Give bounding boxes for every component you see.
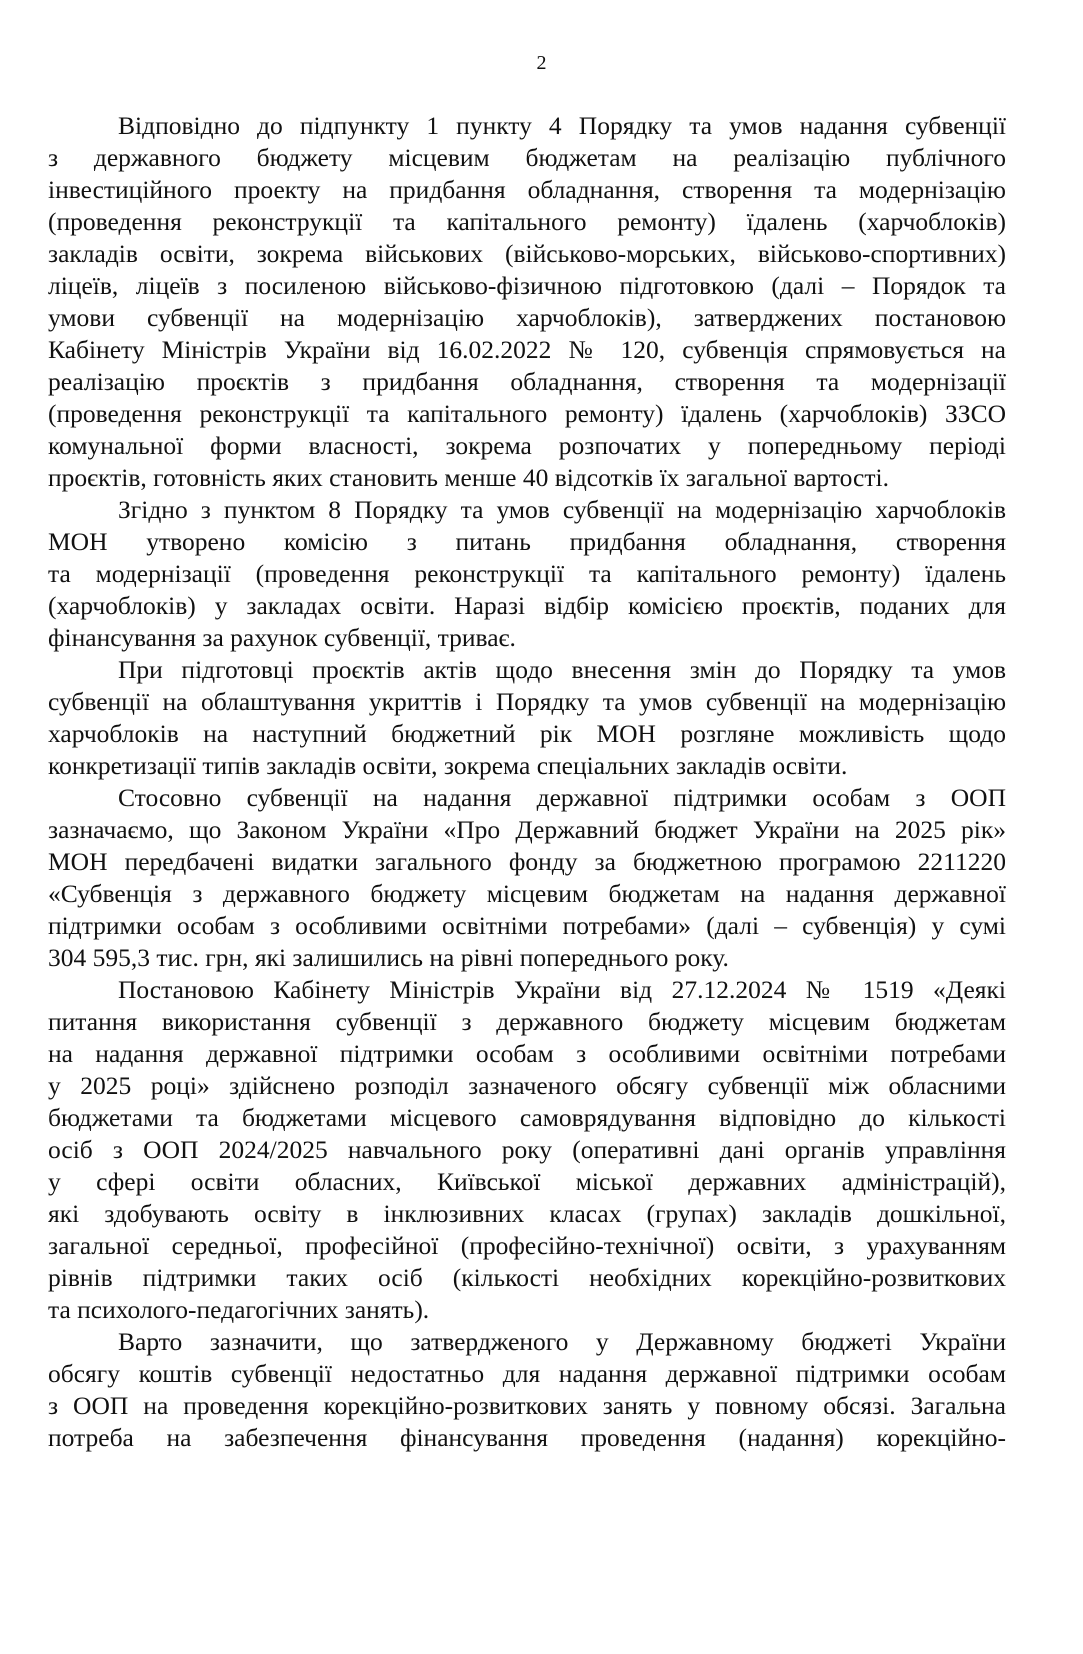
text-line: конкретизації типів закладів освіти, зокрема спеціальних закладів освіти. bbox=[48, 751, 848, 780]
text-line: з ООП на проведення корекційно-розвиткових занять у повному обсязі. Загальна bbox=[48, 1391, 1006, 1420]
text-line: підтримки особам з особливими освітніми потребами» (далі – субвенція) у сумі bbox=[48, 911, 1006, 940]
text-line: При підготовці проєктів актів щодо внесення змін до Порядку та умов bbox=[118, 655, 1006, 684]
paragraph bbox=[48, 1326, 1006, 1454]
text-line: (харчоблоків) у закладах освіти. Наразі відбір комісією проєктів, поданих для bbox=[48, 591, 1006, 620]
text-line: та психолого-педагогічних занять). bbox=[48, 1295, 430, 1324]
text-line: рівнів підтримки таких осіб (кількості необхідних корекційно-розвиткових bbox=[48, 1263, 1006, 1292]
document-body bbox=[48, 110, 1006, 1454]
text-line: які здобувають освіту в інклюзивних класах (групах) закладів дошкільної, bbox=[48, 1199, 1006, 1228]
text-line: обсягу коштів субвенції недостатньо для надання державної підтримки особам bbox=[48, 1359, 1006, 1388]
text-line: реалізацію проєктів з придбання обладнання, створення та модернізації bbox=[48, 367, 1006, 396]
text-line: (проведення реконструкції та капітального ремонту) їдалень (харчоблоків) ЗЗСО bbox=[48, 399, 1006, 428]
text-line: інвестиційного проекту на придбання обладнання, створення та модернізацію bbox=[48, 175, 1006, 204]
paragraph bbox=[48, 654, 1006, 782]
text-line: у сфері освіти обласних, Київської міської державних адміністрацій), bbox=[48, 1167, 1006, 1196]
text-line: харчоблоків на наступний бюджетний рік МОН розгляне можливість щодо bbox=[48, 719, 1006, 748]
text-line: комунальної форми власності, зокрема розпочатих у попередньому періоді bbox=[48, 431, 1006, 460]
paragraph bbox=[48, 782, 1006, 974]
text-line: бюджетами та бюджетами місцевого самоврядування відповідно до кількості bbox=[48, 1103, 1006, 1132]
text-line: питання використання субвенції з державного бюджету місцевим бюджетам bbox=[48, 1007, 1006, 1036]
text-line: осіб з ООП 2024/2025 навчального року (оперативні дані органів управління bbox=[48, 1135, 1006, 1164]
text-line: фінансування за рахунок субвенції, триває. bbox=[48, 623, 516, 652]
text-line: Постановою Кабінету Міністрів України від 27.12.2024 № 1519 «Деякі bbox=[118, 975, 1006, 1004]
text-line: Стосовно субвенції на надання державної підтримки особам з ООП bbox=[118, 783, 1006, 812]
text-line: 304 595,3 тис. грн, які залишились на рівні попереднього року. bbox=[48, 943, 729, 972]
paragraph bbox=[48, 974, 1006, 1326]
text-line: зазначаємо, що Законом України «Про Державний бюджет України на 2025 рік» bbox=[48, 815, 1006, 844]
text-line: умови субвенції на модернізацію харчоблоків), затверджених постановою bbox=[48, 303, 1006, 332]
text-line: «Субвенція з державного бюджету місцевим бюджетам на надання державної bbox=[48, 879, 1006, 908]
text-line: Відповідно до підпункту 1 пункту 4 Порядку та умов надання субвенції bbox=[118, 111, 1006, 140]
text-line: ліцеїв, ліцеїв з посиленою військово-фізичною підготовкою (далі – Порядок та bbox=[48, 271, 1006, 300]
text-line: загальної середньої, професійної (професійно-технічної) освіти, з урахуванням bbox=[48, 1231, 1006, 1260]
text-line: потреба на забезпечення фінансування проведення (надання) корекційно- bbox=[48, 1423, 1006, 1452]
paragraph bbox=[48, 494, 1006, 654]
text-line: Згідно з пунктом 8 Порядку та умов субвенції на модернізацію харчоблоків bbox=[118, 495, 1006, 524]
page-number: 2 bbox=[536, 52, 547, 74]
text-line: МОН передбачені видатки загального фонду за бюджетною програмою 2211220 bbox=[48, 847, 1006, 876]
text-line: (проведення реконструкції та капітального ремонту) їдалень (харчоблоків) bbox=[48, 207, 1006, 236]
text-line: МОН утворено комісію з питань придбання обладнання, створення bbox=[48, 527, 1006, 556]
text-line: проєктів, готовність яких становить менше 40 відсотків їх загальної вартості. bbox=[48, 463, 889, 492]
text-line: на надання державної підтримки особам з особливими освітніми потребами bbox=[48, 1039, 1006, 1068]
text-line: закладів освіти, зокрема військових (військово-морських, військово-спортивних) bbox=[48, 239, 1006, 268]
text-line: у 2025 році» здійснено розподіл зазначеного обсягу субвенції між обласними bbox=[48, 1071, 1006, 1100]
paragraph bbox=[48, 110, 1006, 494]
text-line: субвенції на облаштування укриттів і Порядку та умов субвенції на модернізацію bbox=[48, 687, 1006, 716]
text-line: Кабінету Міністрів України від 16.02.2022 № 120, субвенція спрямовується на bbox=[48, 335, 1006, 364]
text-line: Варто зазначити, що затвердженого у Державному бюджеті України bbox=[118, 1327, 1006, 1356]
text-line: та модернізації (проведення реконструкції та капітального ремонту) їдалень bbox=[48, 559, 1006, 588]
text-line: з державного бюджету місцевим бюджетам на реалізацію публічного bbox=[48, 143, 1006, 172]
